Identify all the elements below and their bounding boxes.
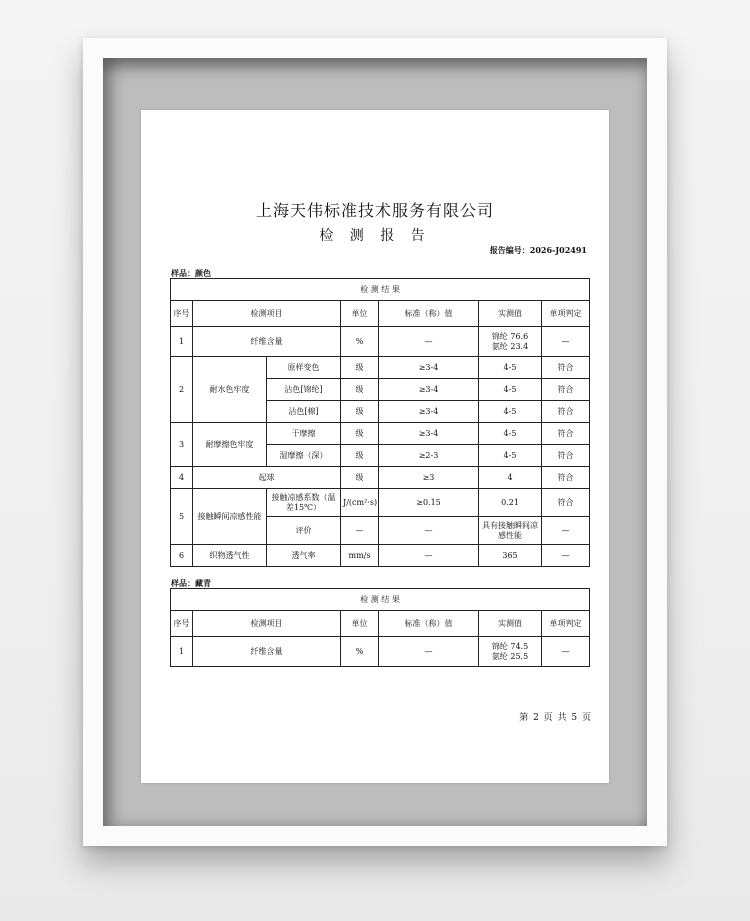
table-row: [171, 467, 590, 489]
row-item: 起球: [193, 467, 341, 489]
row-unit: 级: [341, 379, 379, 401]
row-unit: 级: [341, 445, 379, 467]
row-result: 符合: [542, 489, 590, 517]
row-unit: 级: [341, 467, 379, 489]
row-subitem: 沾色[棉]: [267, 401, 341, 423]
table-header-row: [171, 301, 590, 327]
header-result: 单项判定: [542, 611, 590, 637]
row-item: 耐水色牢度: [193, 357, 267, 423]
row-std: —: [379, 545, 479, 567]
report-number: 报告编号：2026-J02491: [489, 245, 587, 255]
row-measured: [479, 327, 542, 357]
sample-label-2: 样品：藏青: [171, 578, 211, 588]
row-no: 4: [171, 467, 193, 489]
row-no: 6: [171, 545, 193, 567]
row-measured: 4: [479, 467, 542, 489]
header-measured: 实测值: [479, 611, 542, 637]
header-item: 检测项目: [193, 611, 341, 637]
row-result: —: [542, 545, 590, 567]
row-measured: 4-5: [479, 357, 542, 379]
row-std: ≥3-4: [379, 357, 479, 379]
header-result: 单项判定: [542, 301, 590, 327]
row-item: 纤维含量: [193, 637, 341, 667]
row-unit: 级: [341, 423, 379, 445]
row-unit: —: [341, 517, 379, 545]
row-unit: mm/s: [341, 545, 379, 567]
row-subitem: 原样变色: [267, 357, 341, 379]
row-std: ≥3-4: [379, 401, 479, 423]
row-std: —: [379, 637, 479, 667]
row-result: —: [542, 637, 590, 667]
table-header-row: [171, 611, 590, 637]
header-std: 标准（称）值: [379, 611, 479, 637]
row-subitem: 接触凉感系数（温差15℃）: [267, 489, 341, 517]
row-measured: 4-5: [479, 423, 542, 445]
header-std: 标准（称）值: [379, 301, 479, 327]
company-name: 上海天伟标准技术服务有限公司: [255, 201, 494, 220]
row-no: 1: [171, 327, 193, 357]
row-measured: 0.21: [479, 489, 542, 517]
table-title-row: [171, 589, 590, 611]
row-item: 接触瞬间凉感性能: [193, 489, 267, 545]
header-no: 序号: [171, 611, 193, 637]
row-std: ≥3: [379, 467, 479, 489]
row-unit: 级: [341, 401, 379, 423]
table-title: 检 测 结 果: [171, 589, 590, 611]
row-unit: %: [341, 327, 379, 357]
header-item: 检测项目: [193, 301, 341, 327]
row-std: ≥3-4: [379, 379, 479, 401]
table-row: [171, 489, 590, 517]
table-title: 检 测 结 果: [171, 279, 590, 301]
table-row: [171, 637, 590, 667]
table-row: [171, 423, 590, 445]
row-result: 符合: [542, 423, 590, 445]
row-no: 3: [171, 423, 193, 467]
report-title: 检 测 报 告: [319, 228, 431, 244]
header-no: 序号: [171, 301, 193, 327]
row-measured: 365: [479, 545, 542, 567]
row-item: 耐摩擦色牢度: [193, 423, 267, 467]
row-subitem: 评价: [267, 517, 341, 545]
row-std: ≥2-3: [379, 445, 479, 467]
row-unit: %: [341, 637, 379, 667]
row-result: 符合: [542, 357, 590, 379]
row-std: ≥3-4: [379, 423, 479, 445]
row-std: ≥0.15: [379, 489, 479, 517]
row-result: —: [542, 327, 590, 357]
sample-label-1: 样品：颜色: [171, 268, 211, 278]
row-measured: 4-5: [479, 401, 542, 423]
page-number: 第 2 页 共 5 页: [519, 713, 592, 723]
measured-line: 锦纶 76.6: [491, 331, 529, 341]
row-unit: J/(cm²·s): [341, 489, 379, 517]
row-subitem: 干摩擦: [267, 423, 341, 445]
row-no: 1: [171, 637, 193, 667]
row-subitem: 透气率: [267, 545, 341, 567]
row-subitem: 湿摩擦（深）: [267, 445, 341, 467]
table-row: [171, 327, 590, 357]
measured-line: 氨纶 23.4: [491, 341, 529, 351]
header-unit: 单位: [341, 301, 379, 327]
table-title-row: [171, 279, 590, 301]
row-item: 织物透气性: [193, 545, 267, 567]
row-unit: 级: [341, 357, 379, 379]
row-result: 符合: [542, 401, 590, 423]
measured-line: 锦纶 74.5: [491, 641, 529, 651]
results-table-1: [170, 278, 590, 567]
row-result: 符合: [542, 445, 590, 467]
row-item: 纤维含量: [193, 327, 341, 357]
row-result: —: [542, 517, 590, 545]
table-row: [171, 545, 590, 567]
row-measured: 4-5: [479, 379, 542, 401]
row-result: 符合: [542, 379, 590, 401]
row-measured: 具有接触瞬间凉感性能: [479, 517, 542, 545]
row-subitem: 沾色[锦纶]: [267, 379, 341, 401]
results-table-2: [170, 588, 590, 667]
row-measured: 4-5: [479, 445, 542, 467]
table-row: [171, 357, 590, 379]
header-unit: 单位: [341, 611, 379, 637]
row-no: 5: [171, 489, 193, 545]
row-std: —: [379, 327, 479, 357]
row-result: 符合: [542, 467, 590, 489]
row-std: —: [379, 517, 479, 545]
header-measured: 实测值: [479, 301, 542, 327]
row-no: 2: [171, 357, 193, 423]
row-measured: [479, 637, 542, 667]
measured-line: 氨纶 25.5: [491, 651, 529, 661]
